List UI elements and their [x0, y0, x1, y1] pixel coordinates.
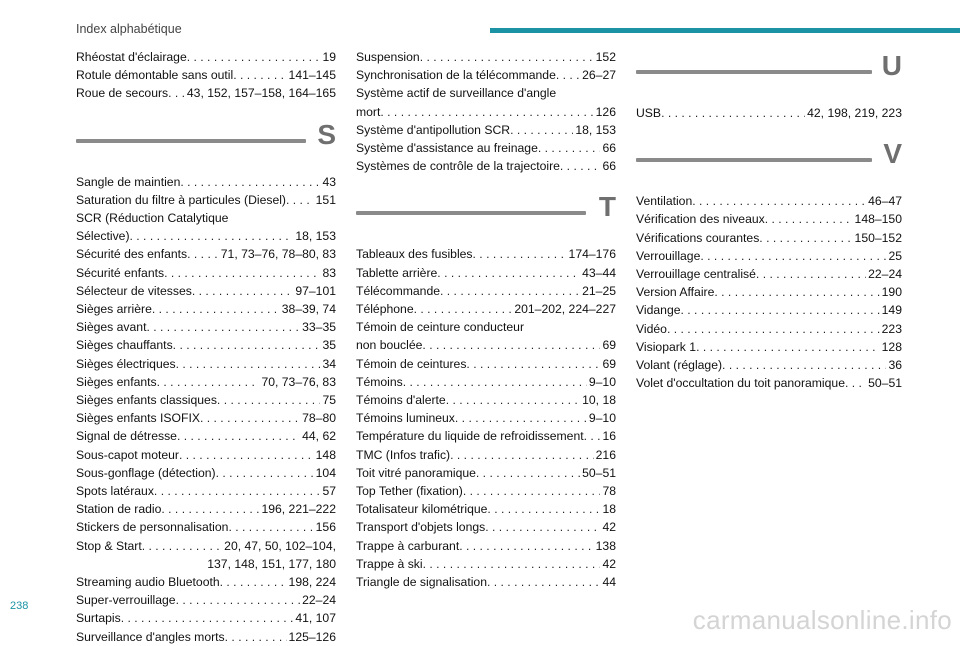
dot-leader	[121, 609, 294, 627]
index-entry	[356, 555, 616, 573]
section-divider	[636, 48, 902, 104]
dot-leader	[216, 464, 314, 482]
index-entry-term-line: Témoin de ceinture conducteur	[356, 320, 525, 335]
index-entry-pages: 44, 62	[302, 429, 336, 444]
index-entry	[76, 518, 336, 536]
dot-leader	[177, 427, 300, 445]
index-entry	[356, 391, 616, 409]
index-entry	[76, 609, 336, 627]
dot-leader	[437, 264, 580, 282]
index-entry-pages: 97–101	[295, 283, 336, 298]
dot-leader	[661, 104, 805, 122]
index-entry	[76, 318, 336, 336]
dot-leader	[233, 66, 286, 84]
index-entry	[636, 192, 902, 210]
index-entry	[356, 318, 616, 354]
dot-leader	[560, 157, 601, 175]
page-header-title: Index alphabétique	[76, 22, 182, 36]
index-entry-term: Sélecteur de vitesses	[76, 283, 192, 298]
watermark: carmanualsonline.info	[692, 605, 952, 635]
index-entry-pages: 42	[602, 520, 616, 535]
dot-leader	[487, 573, 600, 591]
index-entry-term: USB	[636, 106, 662, 120]
index-entry-pages: 34	[322, 356, 336, 371]
index-entry	[636, 247, 902, 265]
index-entry-pages: 152	[595, 50, 616, 64]
index-entry	[356, 157, 616, 175]
index-entry-term: Témoins	[356, 374, 403, 389]
index-entry-pages: 69	[602, 338, 616, 353]
dot-leader	[176, 355, 321, 373]
index-entry-term: Télécommande	[356, 283, 440, 298]
index-entry-term: Verrouillage	[636, 248, 701, 263]
index-entry	[356, 373, 616, 391]
index-entry-pages: 75	[322, 393, 336, 408]
dot-leader	[157, 373, 260, 391]
index-entry-term: Visiopark 1	[636, 339, 697, 354]
index-entry-pages: 149	[881, 303, 902, 318]
index-entry	[76, 446, 336, 464]
dot-leader	[714, 283, 879, 301]
index-entry-term: Toit vitré panoramique	[356, 465, 476, 480]
index-entry-term: Température du liquide de refroidissement	[356, 429, 584, 444]
index-entry	[636, 356, 902, 374]
index-entry-pages: 66	[602, 141, 616, 156]
index-entry-term: Sièges enfants classiques	[76, 393, 217, 408]
index-entry-pages: 18, 153	[575, 122, 616, 137]
index-entry	[356, 139, 616, 157]
dot-leader	[696, 338, 880, 356]
index-column-3	[636, 48, 902, 392]
index-entry-term: Ventilation	[636, 194, 693, 209]
dot-leader	[154, 482, 321, 500]
index-entry	[356, 464, 616, 482]
index-entry-term: TMC (Infos trafic)	[356, 447, 451, 462]
index-entry	[76, 245, 336, 263]
index-entry-pages: 20, 47, 50, 102–104,	[224, 538, 336, 553]
dot-leader	[476, 464, 580, 482]
index-entry-term: Vidéo	[636, 321, 667, 336]
index-entry	[76, 482, 336, 500]
section-rule	[636, 158, 872, 162]
index-entry-pages: 201–202, 224–227	[514, 302, 616, 317]
index-entry-term: Station de radio	[76, 502, 162, 517]
index-entry	[636, 104, 902, 122]
index-entry-pages: 70, 73–76, 83	[261, 374, 336, 389]
index-entry-term-line: Système actif de surveillance d'angle	[356, 86, 557, 101]
index-entry-pages: 38–39, 74	[281, 302, 336, 317]
dot-leader	[765, 210, 853, 228]
index-entry-pages: 16	[602, 429, 616, 444]
dot-leader	[200, 409, 300, 427]
index-entry	[76, 66, 336, 84]
section-rule	[636, 70, 872, 74]
index-entry-term: Sous-gonflage (détection)	[76, 465, 216, 480]
index-entry-term: Système d'assistance au freinage	[356, 141, 538, 156]
dot-leader	[667, 320, 880, 338]
dot-leader	[845, 374, 866, 392]
dot-leader	[152, 300, 280, 318]
index-entry-term: Totalisateur kilométrique	[356, 502, 488, 517]
index-entry	[76, 173, 336, 191]
dot-leader	[179, 446, 314, 464]
index-entry	[76, 427, 336, 445]
index-entry-term: Sécurité des enfants	[76, 247, 188, 262]
index-entry-term: Version Affaire	[636, 285, 715, 300]
section-letter: U	[881, 50, 902, 81]
index-entry-pages: 78–80	[302, 411, 336, 426]
index-entry	[76, 84, 336, 102]
index-entry-pages: 190	[881, 285, 902, 300]
dot-leader	[556, 66, 580, 84]
dot-leader	[173, 336, 321, 354]
index-entry	[76, 628, 336, 646]
index-entry-term: Surveillance d'angles morts	[76, 629, 225, 644]
index-entry-pages: 126	[595, 104, 616, 119]
index-entry	[356, 500, 616, 518]
index-entry	[356, 355, 616, 373]
index-entry	[636, 374, 902, 392]
index-entry-term: Synchronisation de la télécommande	[356, 68, 556, 83]
index-entry	[76, 48, 336, 66]
index-entry-term: Stop & Start	[76, 538, 142, 553]
index-entry-pages: 33–35	[302, 320, 336, 335]
dot-leader	[473, 245, 567, 263]
section-rule	[76, 139, 306, 143]
index-entry-pages: 196, 221–222	[261, 502, 336, 517]
index-entry-term: Tablette arrière	[356, 265, 438, 280]
dot-leader	[692, 192, 866, 210]
index-entry-pages: 78	[602, 484, 616, 499]
index-column-2	[356, 48, 616, 591]
index-entry-term: Sous-capot moteur	[76, 447, 179, 462]
index-entry	[636, 265, 902, 283]
index-entry-term: Vérifications courantes	[636, 230, 760, 245]
index-entry-pages: 69	[602, 356, 616, 371]
section-divider	[356, 189, 616, 245]
index-entry-pages: 104	[315, 465, 336, 480]
dot-leader	[584, 427, 601, 445]
index-entry	[636, 320, 902, 338]
index-entry	[356, 84, 616, 120]
dot-leader	[722, 356, 886, 374]
index-entry-term: Stickers de personnalisation	[76, 520, 229, 535]
index-entry	[76, 300, 336, 318]
dot-leader	[459, 537, 593, 555]
index-entry-pages: 26–27	[582, 68, 616, 83]
index-entry-pages: 43	[322, 174, 336, 189]
dot-leader	[759, 229, 852, 247]
index-entry-term: Rhéostat d'éclairage	[76, 50, 187, 64]
index-entry-pages: 125–126	[288, 629, 336, 644]
index-entry-pages: 10, 18	[582, 393, 616, 408]
index-entry-term: Triangle de signalisation	[356, 575, 487, 590]
index-entry-term: Sièges arrière	[76, 302, 152, 317]
index-entry-term: Vidange	[636, 303, 681, 318]
dot-leader	[220, 573, 287, 591]
dot-leader	[225, 628, 287, 646]
index-entry	[76, 191, 336, 209]
dot-leader	[168, 84, 185, 102]
dot-leader	[440, 282, 580, 300]
index-entry-term: Signal de détresse	[76, 429, 177, 444]
dot-leader	[192, 282, 293, 300]
dot-leader	[466, 355, 600, 373]
index-entry-pages: 18	[602, 502, 616, 517]
index-entry	[356, 537, 616, 555]
index-entry-term: non bouclée	[356, 338, 423, 353]
dot-leader	[180, 173, 320, 191]
index-entry-term: Sièges enfants	[76, 374, 157, 389]
dot-leader	[130, 227, 294, 245]
dot-leader	[146, 318, 300, 336]
index-entry-term: Transport d'objets longs	[356, 520, 486, 535]
index-entry	[356, 446, 616, 464]
index-entry-term-line: SCR (Réduction Catalytique	[76, 211, 229, 226]
dot-leader	[756, 265, 866, 283]
index-entry-pages: 42, 198, 219, 223	[807, 106, 902, 120]
index-entry-term: Trappe à carburant	[356, 538, 460, 553]
index-entry	[356, 264, 616, 282]
section-rule	[356, 211, 586, 215]
dot-leader	[380, 103, 593, 121]
dot-leader	[414, 300, 513, 318]
index-entry	[636, 229, 902, 247]
index-entry-term: Volant (réglage)	[636, 358, 723, 373]
dot-leader	[164, 264, 320, 282]
index-entry-term: Super-verrouillage	[76, 593, 176, 608]
dot-leader	[161, 500, 259, 518]
index-entry-pages: 216	[595, 447, 616, 462]
dot-leader	[217, 391, 321, 409]
index-entry-term: Sièges avant	[76, 320, 147, 335]
index-entry-term: Sécurité enfants	[76, 265, 165, 280]
index-entry-term: Roue de secours	[76, 86, 169, 101]
index-entry	[76, 282, 336, 300]
index-entry-pages: 128	[881, 339, 902, 354]
index-entry-pages: 50–51	[868, 376, 902, 391]
dot-leader	[510, 121, 573, 139]
dot-leader	[681, 301, 880, 319]
index-entry-term: Téléphone	[356, 302, 414, 317]
index-entry-pages-continued: 137, 148, 151, 177, 180	[207, 556, 336, 571]
index-entry-pages: 44	[602, 575, 616, 590]
index-entry	[356, 482, 616, 500]
index-entry	[76, 591, 336, 609]
index-entry-pages: 22–24	[868, 267, 902, 282]
index-entry	[76, 391, 336, 409]
index-entry-pages: 174–176	[568, 247, 616, 262]
dot-leader	[422, 336, 600, 354]
header-accent-bar	[490, 28, 960, 33]
index-entry-pages: 83	[322, 265, 336, 280]
dot-leader	[420, 48, 594, 66]
index-entry	[636, 338, 902, 356]
section-letter: T	[598, 191, 616, 223]
dot-leader	[142, 537, 222, 555]
index-entry-term: Saturation du filtre à particules (Diesel)	[76, 192, 286, 207]
index-column-1	[76, 48, 336, 646]
dot-leader	[450, 446, 594, 464]
index-entry	[356, 66, 616, 84]
index-entry-term: Trappe à ski	[356, 556, 423, 571]
index-entry-term: Témoin de ceintures	[356, 356, 467, 371]
index-entry-pages: 35	[322, 338, 336, 353]
index-entry-pages: 9–10	[588, 374, 616, 389]
index-entry-term: Témoins d'alerte	[356, 393, 446, 408]
index-entry-term: Système d'antipollution SCR	[356, 122, 511, 137]
index-entry-pages: 148	[315, 447, 336, 462]
index-entry-term: Tableaux des fusibles	[356, 247, 473, 262]
index-entry-term: Rotule démontable sans outil	[76, 68, 234, 83]
index-entry	[76, 500, 336, 518]
index-entry-term: Systèmes de contrôle de la trajectoire	[356, 159, 560, 174]
index-entry	[356, 573, 616, 591]
index-entry-term: Témoins lumineux	[356, 411, 455, 426]
index-entry	[636, 283, 902, 301]
index-entry-term: Sangle de maintien	[76, 174, 181, 189]
index-entry-pages: 9–10	[588, 411, 616, 426]
index-entry	[76, 464, 336, 482]
index-entry	[356, 245, 616, 263]
index-entry-term: Sièges électriques	[76, 356, 176, 371]
dot-leader	[485, 518, 600, 536]
index-entry-term: Surtapis	[76, 611, 121, 626]
index-entry-term: Top Tether (fixation)	[356, 484, 463, 499]
index-entry-pages: 19	[322, 50, 336, 64]
index-entry-pages: 50–51	[582, 465, 616, 480]
dot-leader	[403, 373, 587, 391]
index-entry	[76, 573, 336, 591]
index-entry-pages: 148–150	[854, 212, 902, 227]
index-entry-pages: 22–24	[302, 593, 336, 608]
index-entry	[76, 373, 336, 391]
section-divider	[636, 136, 902, 192]
index-entry-pages: 198, 224	[288, 575, 336, 590]
index-entry	[356, 427, 616, 445]
page-number: 238	[10, 600, 29, 612]
index-entry-pages: 43, 152, 157–158, 164–165	[186, 86, 336, 101]
index-entry	[356, 300, 616, 318]
index-entry-term: Sièges chauffants	[76, 338, 173, 353]
index-entry-pages: 18, 153	[295, 229, 336, 244]
dot-leader	[446, 391, 580, 409]
index-entry-term: Sièges enfants ISOFIX	[76, 411, 200, 426]
dot-leader	[286, 191, 314, 209]
dot-leader	[187, 245, 219, 263]
dot-leader	[176, 591, 301, 609]
index-entry-term: Streaming audio Bluetooth	[76, 575, 220, 590]
index-entry-term: Suspension	[356, 50, 420, 64]
index-entry	[636, 210, 902, 228]
dot-leader	[187, 48, 321, 66]
index-entry	[76, 537, 336, 573]
index-entry-term: Spots latéraux	[76, 484, 154, 499]
index-entry	[76, 409, 336, 427]
index-entry-pages: 41, 107	[295, 611, 336, 626]
dot-leader	[228, 518, 313, 536]
index-entry-term: Volet d'occultation du toit panoramique	[636, 376, 845, 391]
index-entry	[356, 282, 616, 300]
index-entry-pages: 66	[602, 159, 616, 174]
index-entry-term: Sélective)	[76, 229, 130, 244]
dot-leader	[463, 482, 601, 500]
index-entry-pages: 71, 73–76, 78–80, 83	[220, 247, 336, 262]
dot-leader	[455, 409, 587, 427]
index-entry	[356, 121, 616, 139]
index-entry-term: Verrouillage centralisé	[636, 267, 756, 282]
index-entry-term: Vérification des niveaux	[636, 212, 765, 227]
index-entry-pages: 36	[888, 358, 902, 373]
index-entry-pages: 21–25	[582, 283, 616, 298]
index-entry	[356, 518, 616, 536]
index-entry	[636, 301, 902, 319]
index-entry-pages: 150–152	[854, 230, 902, 245]
index-entry-pages: 46–47	[868, 194, 902, 209]
section-letter: V	[883, 138, 902, 170]
index-entry-pages: 43–44	[582, 265, 616, 280]
index-entry-pages: 42	[602, 556, 616, 571]
section-divider	[76, 117, 336, 173]
index-entry	[76, 355, 336, 373]
index-entry-pages: 141–145	[288, 68, 336, 83]
dot-leader	[423, 555, 601, 573]
dot-leader	[538, 139, 601, 157]
index-entry-pages: 57	[322, 484, 336, 499]
index-entry	[76, 336, 336, 354]
index-entry-pages: 223	[881, 321, 902, 336]
index-entry	[76, 209, 336, 245]
section-letter: S	[317, 118, 336, 150]
index-entry	[76, 264, 336, 282]
index-entry	[356, 409, 616, 427]
index-entry	[356, 48, 616, 66]
index-entry-term: mort	[356, 104, 381, 119]
index-entry-pages: 156	[315, 520, 336, 535]
dot-leader	[700, 247, 886, 265]
index-entry-pages: 138	[595, 538, 616, 553]
dot-leader	[487, 500, 600, 518]
index-entry-pages: 151	[315, 192, 336, 207]
index-entry-pages: 25	[888, 248, 902, 263]
